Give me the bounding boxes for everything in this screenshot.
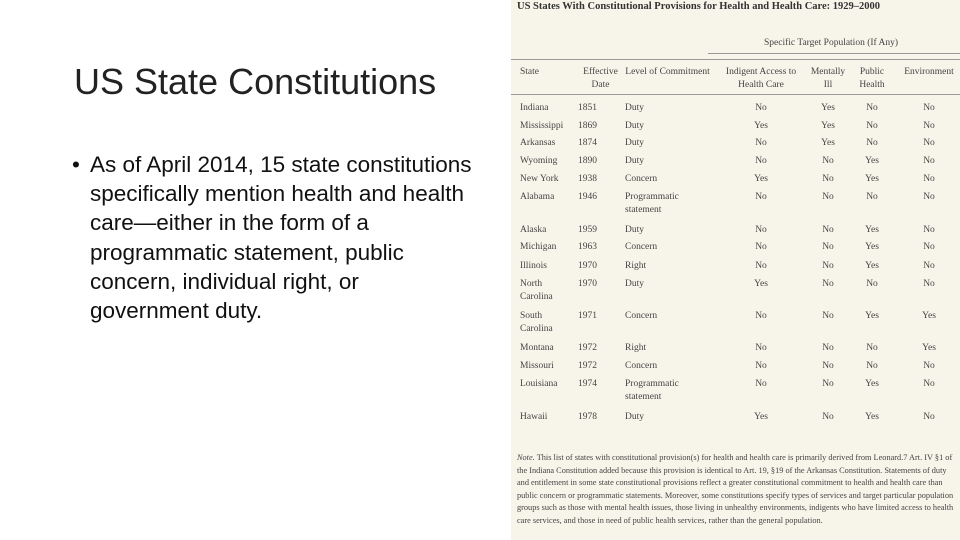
table-cell: 1869 <box>578 121 597 131</box>
table-note <box>517 452 955 528</box>
table-cell: 1972 <box>578 361 597 371</box>
table-cell: North Carolina <box>520 279 553 302</box>
table-cell: No <box>822 242 834 252</box>
table-cell: Alabama <box>520 192 555 202</box>
table-cell: No <box>822 412 834 422</box>
table-cell: Duty <box>625 138 644 148</box>
group-header-rule <box>708 53 960 54</box>
table-cell: New York <box>520 174 559 184</box>
table-cell: Concern <box>625 361 658 371</box>
table-cell: Michigan <box>520 242 557 252</box>
slide-title: US State Constitutions <box>74 61 437 102</box>
table-cell: 1972 <box>578 343 597 353</box>
table-cell: No <box>923 121 935 131</box>
column-header: Mentally Ill <box>810 67 846 90</box>
column-header: Level of Commitment <box>625 67 710 77</box>
table-cell: 1946 <box>578 192 597 202</box>
table-cell: Yes <box>754 412 768 422</box>
table-cell: Duty <box>625 225 644 235</box>
table-note-label: Note. <box>517 453 535 462</box>
table-cell: Duty <box>625 279 644 289</box>
table-cell: Duty <box>625 121 644 131</box>
table-cell: 1963 <box>578 242 597 252</box>
table-cell: 1974 <box>578 379 597 389</box>
table-cell: No <box>755 192 767 202</box>
table-cell: No <box>755 242 767 252</box>
table-cell: Missouri <box>520 361 554 371</box>
table-cell: No <box>822 379 834 389</box>
bullet-point <box>72 150 482 325</box>
table-note-text: This list of states with constitutional provision(s) for health and health care is primarily derived from Leonard.7 Art. IV §1 of the Indiana Constitution added because this provision is identical to Art. 19, §19 of the Arkansas Constitution. Statements of duty and entitlement in some state constitutional provisions reflect a greater constitutional commitment to health and health care than public concern or programmatic statements. Moreover, some constitutions specify types of services and target particular population groups such as those with mental health issues, those living in unhealthy environments, indigents who have limited access to health care services, and those in need of public health services, rather than the general population. <box>517 453 954 525</box>
table-cell: Mississippi <box>520 121 564 131</box>
column-header: Effective Date <box>583 67 618 90</box>
column-header: Indigent Access to Health Care <box>725 67 797 90</box>
table-cell: No <box>822 279 834 289</box>
table-image <box>511 0 960 540</box>
table-cell: Yes <box>865 174 879 184</box>
table-cell: Duty <box>625 156 644 166</box>
table-cell: 1971 <box>578 311 597 321</box>
table-cell: No <box>923 103 935 113</box>
table-cell: No <box>866 192 878 202</box>
table-cell: No <box>755 343 767 353</box>
table-cell: No <box>822 174 834 184</box>
table-cell: Yes <box>821 103 835 113</box>
table-cell: No <box>923 174 935 184</box>
table-cell: No <box>755 311 767 321</box>
table-cell: Louisiana <box>520 379 558 389</box>
header-rule-top <box>511 59 960 60</box>
table-cell: South Carolina <box>520 311 553 334</box>
table-cell: Yes <box>754 279 768 289</box>
bullet-text: As of April 2014, 15 state constitutions specifically mention health and health care—either in the form of a programmatic statement, public concern, individual right, or government duty. <box>90 152 472 324</box>
table-cell: No <box>866 361 878 371</box>
table-cell: Concern <box>625 242 658 252</box>
table-cell: No <box>822 192 834 202</box>
table-cell: No <box>923 192 935 202</box>
table-cell: Yes <box>821 138 835 148</box>
table-cell: No <box>755 225 767 235</box>
bullet-marker: • <box>72 152 80 177</box>
table-cell: Right <box>625 261 647 271</box>
table-cell: No <box>923 138 935 148</box>
table-cell: No <box>755 156 767 166</box>
table-cell: No <box>822 225 834 235</box>
table-cell: No <box>923 156 935 166</box>
table-cell: Yes <box>865 156 879 166</box>
table-cell: Programmatic statement <box>625 379 679 402</box>
table-cell: No <box>822 311 834 321</box>
table-cell: Yes <box>754 121 768 131</box>
header-rule-bottom <box>511 94 960 95</box>
table-cell: Yes <box>922 311 936 321</box>
table-cell: Right <box>625 343 647 353</box>
table-cell: No <box>923 225 935 235</box>
table-cell: No <box>923 242 935 252</box>
column-header: Environment <box>904 67 954 77</box>
table-cell: Illinois <box>520 261 547 271</box>
table-cell: Yes <box>922 343 936 353</box>
table-cell: No <box>866 121 878 131</box>
table-cell: No <box>923 361 935 371</box>
table-cell: 1970 <box>578 279 597 289</box>
table-cell: Montana <box>520 343 554 353</box>
table-cell: No <box>822 343 834 353</box>
table-cell: No <box>923 261 935 271</box>
table-cell: 1978 <box>578 412 597 422</box>
table-cell: No <box>755 261 767 271</box>
table-cell: No <box>755 379 767 389</box>
table-cell: No <box>923 412 935 422</box>
table-cell: 1874 <box>578 138 597 148</box>
table-cell: No <box>755 103 767 113</box>
table-cell: No <box>923 279 935 289</box>
table-cell: Yes <box>865 311 879 321</box>
table-cell: Yes <box>821 121 835 131</box>
table-title: US States With Constitutional Provisions for Health and Health Care: 1929–2000 <box>517 1 881 12</box>
table-cell: Wyoming <box>520 156 558 166</box>
table-cell: Hawaii <box>520 412 548 422</box>
table-cell: Indiana <box>520 103 549 113</box>
table-cell: 1851 <box>578 103 597 113</box>
column-header: Public Health <box>859 67 885 90</box>
table-cell: No <box>866 279 878 289</box>
table-cell: No <box>866 103 878 113</box>
table-cell: No <box>822 361 834 371</box>
column-header: State <box>520 67 539 77</box>
table-cell: Concern <box>625 311 658 321</box>
table-cell: 1938 <box>578 174 597 184</box>
table-cell: No <box>866 343 878 353</box>
table-cell: Duty <box>625 103 644 113</box>
table-cell: Yes <box>865 242 879 252</box>
table-cell: No <box>822 156 834 166</box>
table-cell: No <box>923 379 935 389</box>
table-cell: Duty <box>625 412 644 422</box>
table-cell: No <box>755 361 767 371</box>
table-cell: No <box>822 261 834 271</box>
table-cell: No <box>866 138 878 148</box>
table-cell: Concern <box>625 174 658 184</box>
table-cell: 1959 <box>578 225 597 235</box>
table-cell: Yes <box>865 261 879 271</box>
table-cell: 1890 <box>578 156 597 166</box>
table-cell: Yes <box>865 225 879 235</box>
table-cell: Yes <box>865 412 879 422</box>
table-cell: Yes <box>865 379 879 389</box>
group-header: Specific Target Population (If Any) <box>764 38 899 48</box>
table-cell: No <box>755 138 767 148</box>
table-cell: Programmatic statement <box>625 192 679 215</box>
table-cell: Yes <box>754 174 768 184</box>
table-cell: 1970 <box>578 261 597 271</box>
table-cell: Alaska <box>520 225 547 235</box>
table-cell: Arkansas <box>520 138 556 148</box>
